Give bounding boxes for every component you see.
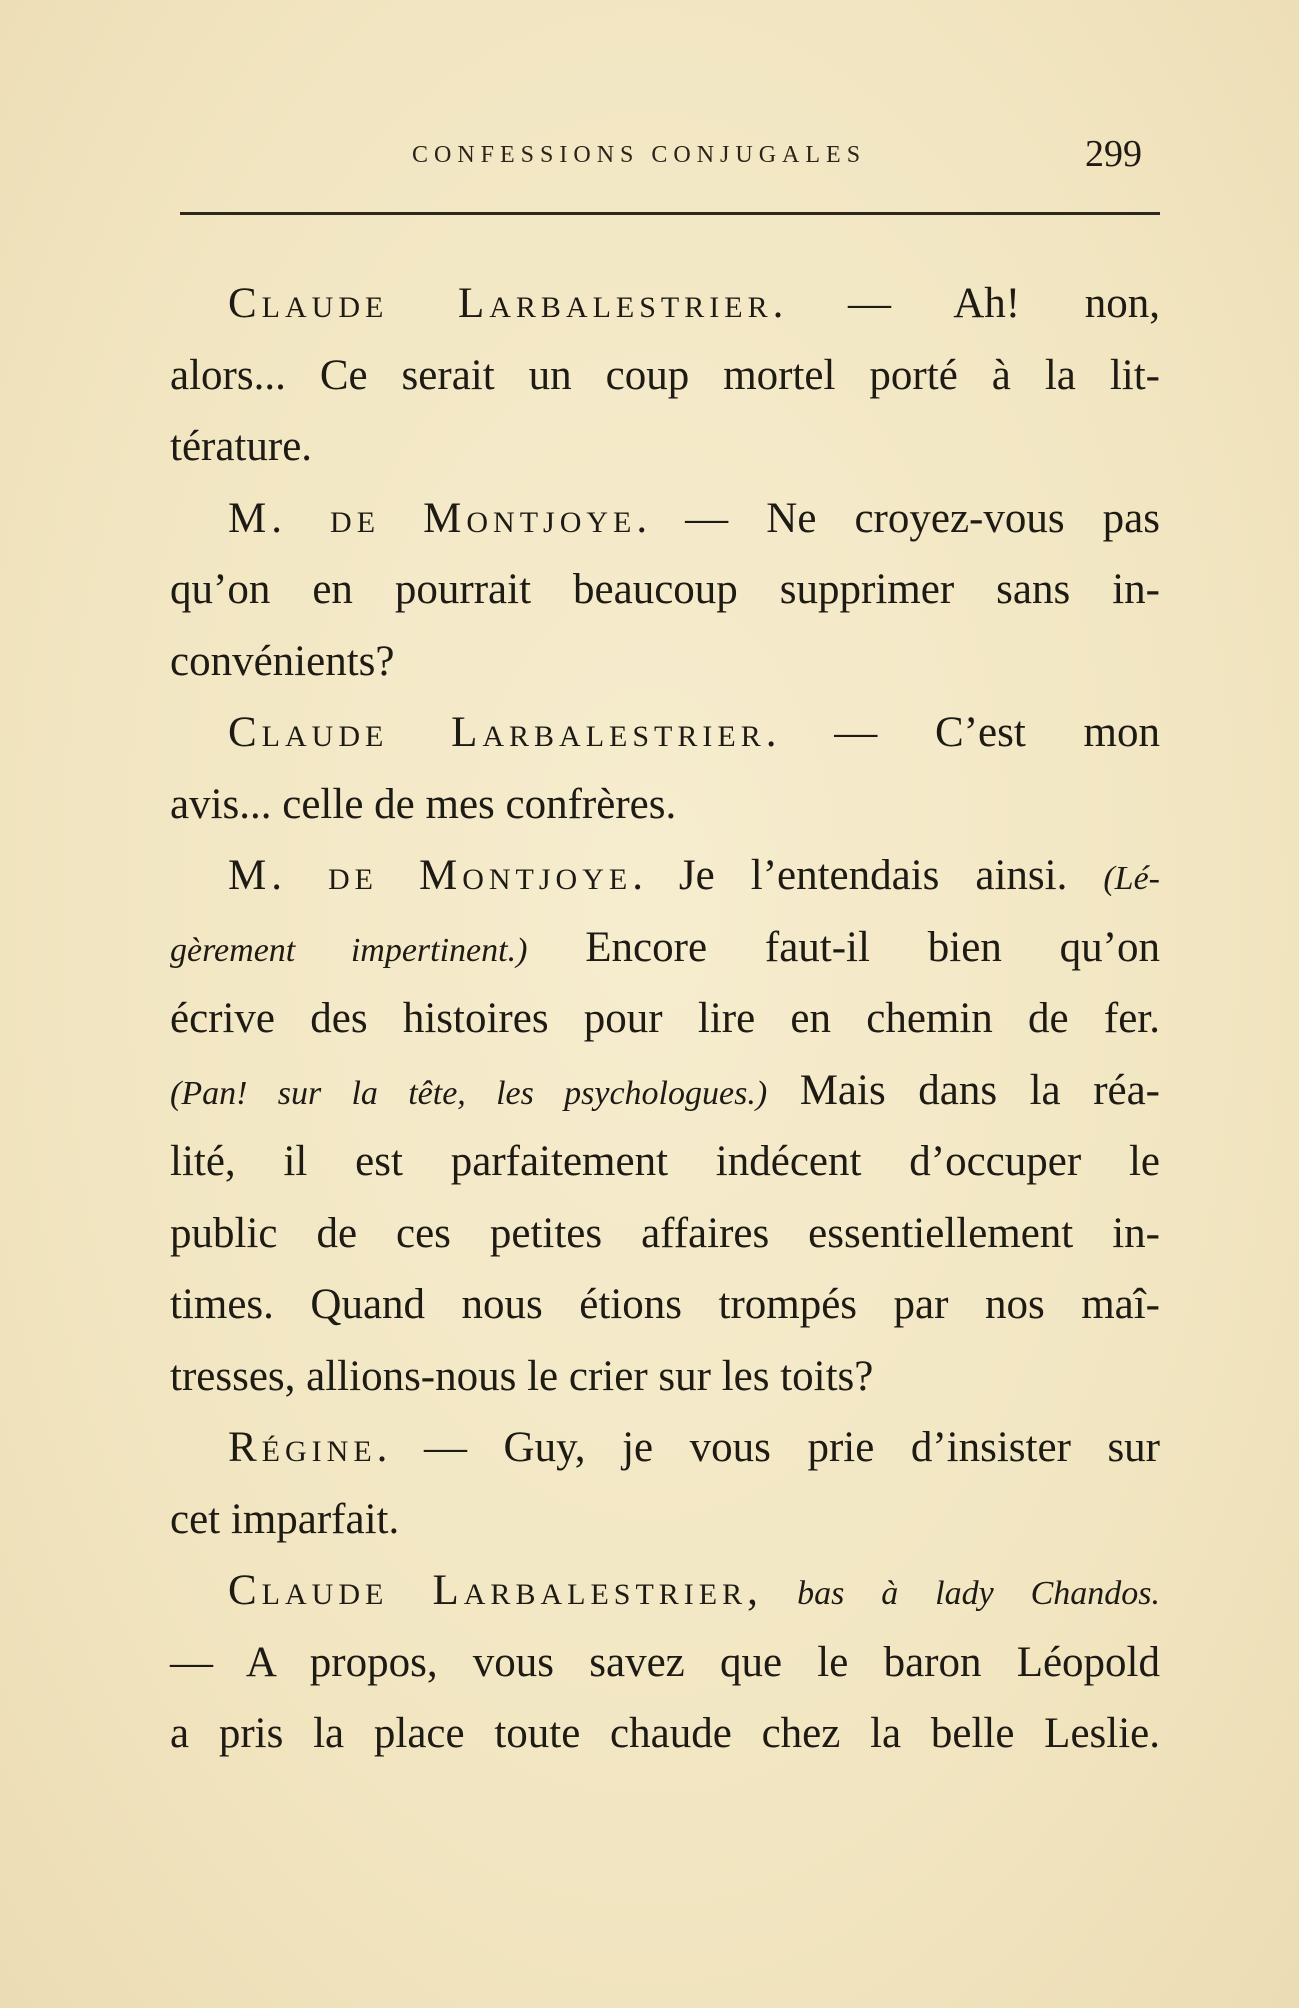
- line-text: times. Quand nous étions trompés par nos maî-: [170, 1281, 1160, 1328]
- line-text: ,: [747, 1567, 798, 1614]
- text-line: [170, 769, 1160, 841]
- text-line: [170, 1555, 1160, 1627]
- text-line: [170, 626, 1160, 698]
- line-text: . — Guy, je vous prie d’insister sur: [376, 1424, 1160, 1471]
- body-text: [170, 268, 1160, 1770]
- stage-direction: (Pan! sur la tête, les psychologues.): [170, 1074, 768, 1112]
- line-text: tresses, allions-nous le crier sur les toits?: [170, 1352, 874, 1400]
- line-text: . — Ah! non,: [772, 280, 1160, 327]
- speaker-name: M. de Montjoye: [228, 852, 633, 899]
- speaker-name: Claude Larbalestrier: [228, 1567, 748, 1614]
- text-line: [170, 268, 1160, 340]
- text-line: [170, 912, 1160, 984]
- line-text: Encore faut-il bien qu’on: [527, 923, 1160, 971]
- stage-direction: bas à lady Chandos.: [797, 1575, 1161, 1612]
- text-line: [170, 1484, 1160, 1556]
- line-text: convénients?: [170, 637, 395, 685]
- line-text: alors... Ce serait un coup mortel porté à la lit-: [170, 351, 1160, 399]
- line-text: a pris la place toute chaude chez la belle Leslie.: [170, 1710, 1160, 1757]
- stage-direction: gèrement impertinent.): [170, 931, 528, 969]
- text-line: [170, 1269, 1160, 1341]
- text-line: [170, 1055, 1160, 1127]
- line-text: avis... celle de mes confrères.: [170, 780, 677, 828]
- text-line: [170, 1698, 1160, 1770]
- line-text: . Je l’entendais ainsi.: [632, 852, 1104, 899]
- line-text: public de ces petites affaires essentiellement in-: [170, 1209, 1160, 1257]
- line-text: qu’on en pourrait beaucoup supprimer sans in-: [170, 566, 1160, 613]
- line-text: Mais dans la réa-: [767, 1066, 1160, 1114]
- text-line: [170, 697, 1160, 769]
- text-line: [170, 554, 1160, 626]
- text-line: [170, 1412, 1160, 1484]
- text-line: [170, 483, 1160, 555]
- line-text: écrive des histoires pour lire en chemin de fer.: [170, 995, 1160, 1042]
- speaker-name: Claude Larbalestrier: [228, 709, 766, 756]
- line-text: — A propos, vous savez que le baron Léopold: [170, 1638, 1160, 1686]
- text-line: [170, 840, 1160, 912]
- running-title: CONFESSIONS CONJUGALES: [412, 142, 867, 168]
- text-line: [170, 1198, 1160, 1270]
- text-line: [170, 1627, 1160, 1699]
- line-text: . — Ne croyez-vous pas: [636, 494, 1160, 542]
- line-text: térature.: [170, 423, 313, 470]
- speaker-name: M. de Montjoye: [228, 494, 637, 542]
- text-line: [170, 983, 1160, 1055]
- text-line: [170, 1126, 1160, 1198]
- line-text: lité, il est parfaitement indécent d’occuper le: [170, 1138, 1160, 1185]
- page-header: [180, 133, 1160, 178]
- text-line: [170, 340, 1160, 412]
- line-text: cet imparfait.: [170, 1495, 400, 1543]
- line-text: . — C’est mon: [765, 709, 1161, 756]
- text-line: [170, 411, 1160, 483]
- text-line: [170, 1341, 1160, 1413]
- header-rule: [180, 212, 1160, 215]
- speaker-name: Claude Larbalestrier: [228, 280, 773, 327]
- stage-direction: (Lé-: [1103, 860, 1160, 897]
- speaker-name: Régine: [228, 1424, 377, 1471]
- page-number: 299: [1085, 133, 1142, 175]
